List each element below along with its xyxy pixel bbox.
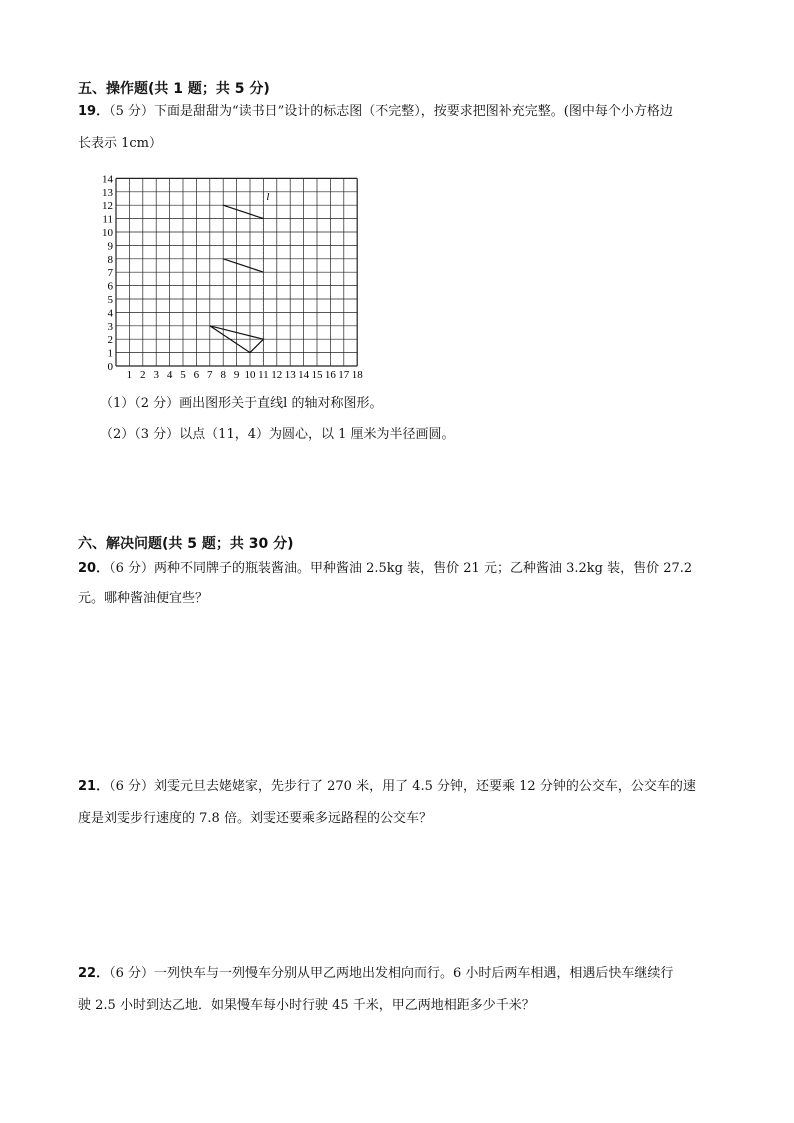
q22-number: 22． [78, 966, 110, 981]
q20-text-1: 两种不同牌子的瓶装酱油。甲种酱油 2.5kg 装，售价 21 元；乙种酱油 3.2kg 装，售价 27.2 [154, 561, 693, 576]
x-tick-label: 12 [271, 369, 283, 381]
x-tick-label: 8 [220, 369, 226, 381]
q20-line-1 [78, 559, 692, 579]
figure-segment [223, 205, 263, 218]
y-tick-label: 7 [107, 267, 113, 280]
y-tick-label: 11 [102, 213, 113, 226]
coordinate-grid [96, 166, 376, 386]
y-tick-label: 3 [107, 320, 113, 333]
y-tick-label: 9 [107, 240, 113, 253]
x-tick-label: 14 [298, 369, 310, 381]
q19-line-1 [78, 102, 673, 122]
x-tick-label: 15 [311, 369, 323, 381]
q19-text-2: 长表示 1cm） [78, 136, 163, 151]
q19-sub-2: （2）（3 分）以点（11，4）为圆心，以 1 厘米为半径画圆。 [100, 427, 455, 442]
y-tick-label: 2 [107, 334, 113, 347]
y-tick-label: 8 [107, 253, 113, 266]
y-tick-label: 10 [102, 227, 113, 239]
q21-points: （6 分） [109, 779, 154, 794]
q19-text-1: 下面是甜甜为“读书日”设计的标志图（不完整），按要求把图补充完整。(图中每个小方格边 [154, 104, 673, 119]
x-tick-label: 9 [233, 369, 240, 381]
q19-number: 19． [78, 104, 110, 119]
q22-line-1 [78, 964, 673, 984]
q20-text-2: 元。哪种酱油便宜些？ [78, 591, 209, 606]
x-tick-label: 16 [324, 369, 336, 381]
x-tick-label: 4 [166, 369, 173, 381]
x-tick-label: 7 [207, 369, 213, 381]
y-tick-label: 5 [107, 294, 113, 306]
q22-points: （6 分） [109, 966, 154, 981]
y-tick-label: 6 [107, 280, 113, 293]
x-tick-label: 2 [140, 369, 146, 381]
q22-text-1: 一列快车与一列慢车分别从甲乙两地出发相向而行。6 小时后两车相遇，相遇后快车继续行 [154, 966, 674, 981]
y-tick-label: 4 [107, 307, 113, 320]
x-tick-label: 10 [244, 369, 256, 381]
x-tick-label: 1 [126, 369, 133, 381]
q20-points: （6 分） [109, 561, 154, 576]
q21-line-1 [78, 777, 696, 797]
y-tick-label: 12 [102, 200, 113, 213]
x-tick-label: 11 [258, 369, 269, 381]
x-tick-label: 17 [338, 369, 350, 381]
q21-text-1: 刘雯元旦去姥姥家，先步行了 270 米，用了 4.5 分钟，还要乘 12 分钟的公交车，公交车的速 [154, 779, 696, 794]
section-6-title: 六、解决问题(共 5 题；共 30 分) [78, 536, 294, 552]
y-tick-label: 1 [107, 347, 113, 360]
q22-text-2: 驶 2.5 小时到达乙地．如果慢车每小时行驶 45 千米，甲乙两地相距多少千米？ [78, 998, 535, 1013]
section-5-title: 五、操作题(共 1 题；共 5 分) [78, 81, 270, 97]
x-tick-label: 18 [351, 369, 363, 381]
y-tick-label: 14 [102, 173, 113, 186]
figure-segment [223, 259, 263, 272]
q19-sub-1: （1）（2 分）画出图形关于直线l 的轴对称图形。 [100, 396, 383, 411]
y-tick-label: 0 [107, 361, 113, 373]
x-tick-label: 3 [153, 369, 159, 381]
q20-number: 20． [78, 561, 110, 576]
x-tick-label: 13 [284, 369, 296, 381]
x-tick-label: 6 [193, 369, 200, 381]
q19-points: （5 分） [109, 104, 154, 119]
x-tick-label: 5 [180, 369, 186, 381]
line-label: l [266, 190, 270, 203]
y-tick-label: 13 [102, 186, 113, 199]
q21-text-2: 度是刘雯步行速度的 7.8 倍。刘雯还要乘多远路程的公交车？ [78, 811, 432, 826]
q21-number: 21． [78, 779, 110, 794]
